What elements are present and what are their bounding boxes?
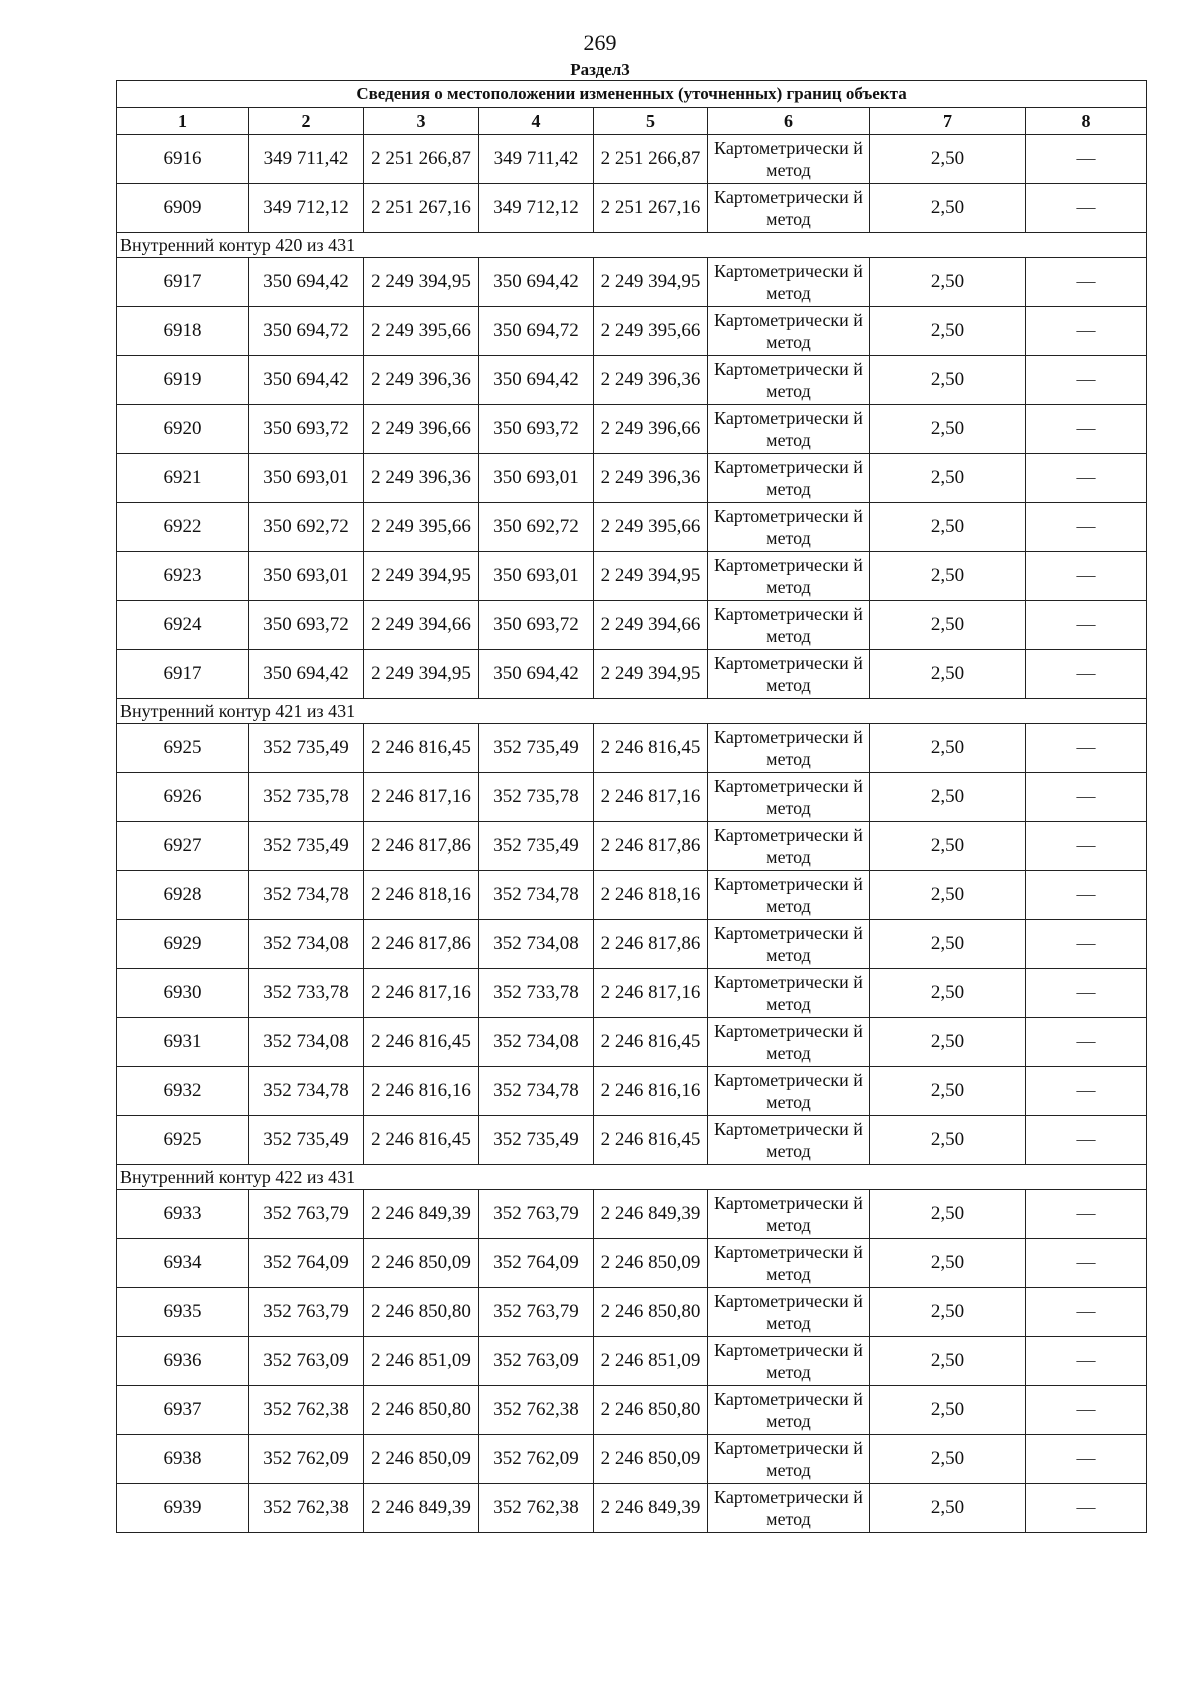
cell-y-old: 2 246 816,16 — [364, 1067, 479, 1116]
cell-accuracy: 2,50 — [870, 552, 1026, 601]
cell-x-old: 352 735,49 — [249, 822, 364, 871]
table-row — [117, 601, 1147, 650]
cell-point-number: 6938 — [117, 1435, 249, 1484]
table-row — [117, 454, 1147, 503]
cell-x-new: 352 734,78 — [479, 1067, 594, 1116]
cell-note: — — [1026, 724, 1147, 773]
cell-y-old: 2 246 816,45 — [364, 1116, 479, 1165]
cell-x-new: 352 735,49 — [479, 724, 594, 773]
cell-note: — — [1026, 503, 1147, 552]
cell-x-old: 350 693,72 — [249, 405, 364, 454]
cell-note: — — [1026, 307, 1147, 356]
cell-y-old: 2 249 395,66 — [364, 503, 479, 552]
cell-accuracy: 2,50 — [870, 1484, 1026, 1533]
cell-x-new: 352 735,78 — [479, 773, 594, 822]
table-row — [117, 773, 1147, 822]
cell-y-new: 2 249 395,66 — [594, 307, 708, 356]
table-row — [117, 1386, 1147, 1435]
cell-point-number: 6929 — [117, 920, 249, 969]
cell-y-new: 2 246 849,39 — [594, 1190, 708, 1239]
cell-point-number: 6932 — [117, 1067, 249, 1116]
cell-x-old: 350 693,01 — [249, 552, 364, 601]
section-title: Раздел3 — [570, 60, 630, 79]
cell-y-new: 2 246 816,16 — [594, 1067, 708, 1116]
cell-y-old: 2 246 818,16 — [364, 871, 479, 920]
cell-point-number: 6924 — [117, 601, 249, 650]
cell-note: — — [1026, 356, 1147, 405]
cell-note: — — [1026, 650, 1147, 699]
table-row — [117, 1435, 1147, 1484]
cell-accuracy: 2,50 — [870, 650, 1026, 699]
cell-note: — — [1026, 1288, 1147, 1337]
cell-method: Картометрически й метод — [708, 1435, 870, 1484]
cell-accuracy: 2,50 — [870, 405, 1026, 454]
cell-y-old: 2 246 817,86 — [364, 920, 479, 969]
cell-x-new: 352 764,09 — [479, 1239, 594, 1288]
cell-y-old: 2 251 266,87 — [364, 135, 479, 184]
cell-x-new: 350 693,72 — [479, 601, 594, 650]
cell-note: — — [1026, 1239, 1147, 1288]
cell-accuracy: 2,50 — [870, 1435, 1026, 1484]
cell-note: — — [1026, 1116, 1147, 1165]
cell-x-new: 350 692,72 — [479, 503, 594, 552]
cell-y-old: 2 249 396,36 — [364, 454, 479, 503]
cell-accuracy: 2,50 — [870, 1337, 1026, 1386]
cell-note: — — [1026, 135, 1147, 184]
cell-note: — — [1026, 1190, 1147, 1239]
cell-point-number: 6920 — [117, 405, 249, 454]
cell-accuracy: 2,50 — [870, 1190, 1026, 1239]
cell-x-old: 352 763,79 — [249, 1288, 364, 1337]
cell-y-new: 2 249 394,95 — [594, 650, 708, 699]
table-caption: Сведения о местоположении измененных (уточненных) границ объекта — [117, 81, 1147, 108]
cell-accuracy: 2,50 — [870, 307, 1026, 356]
cell-method: Картометрически й метод — [708, 184, 870, 233]
cell-x-old: 352 762,38 — [249, 1484, 364, 1533]
cell-x-new: 352 735,49 — [479, 1116, 594, 1165]
cell-accuracy: 2,50 — [870, 1239, 1026, 1288]
table-row — [117, 1067, 1147, 1116]
cell-note: — — [1026, 822, 1147, 871]
cell-method: Картометрически й метод — [708, 822, 870, 871]
column-numbers-row — [117, 108, 1147, 135]
cell-y-old: 2 249 396,36 — [364, 356, 479, 405]
cell-point-number: 6930 — [117, 969, 249, 1018]
cell-y-old: 2 249 394,66 — [364, 601, 479, 650]
column-number: 5 — [594, 108, 708, 135]
cell-note: — — [1026, 258, 1147, 307]
cell-x-old: 350 694,42 — [249, 650, 364, 699]
cell-note: — — [1026, 184, 1147, 233]
cell-x-old: 352 763,09 — [249, 1337, 364, 1386]
cell-x-new: 352 735,49 — [479, 822, 594, 871]
table-row — [117, 1484, 1147, 1533]
cell-method: Картометрически й метод — [708, 920, 870, 969]
cell-y-new: 2 246 850,80 — [594, 1386, 708, 1435]
cell-point-number: 6909 — [117, 184, 249, 233]
contour-label: Внутренний контур 422 из 431 — [117, 1165, 1147, 1190]
cell-y-old: 2 246 817,16 — [364, 969, 479, 1018]
column-number: 1 — [117, 108, 249, 135]
column-number: 3 — [364, 108, 479, 135]
cell-x-old: 352 733,78 — [249, 969, 364, 1018]
contour-row — [117, 1165, 1147, 1190]
cell-y-old: 2 246 816,45 — [364, 1018, 479, 1067]
cell-method: Картометрически й метод — [708, 650, 870, 699]
cell-x-old: 352 734,78 — [249, 1067, 364, 1116]
cell-method: Картометрически й метод — [708, 601, 870, 650]
cell-accuracy: 2,50 — [870, 454, 1026, 503]
cell-point-number: 6919 — [117, 356, 249, 405]
cell-x-old: 352 734,08 — [249, 1018, 364, 1067]
column-number: 4 — [479, 108, 594, 135]
cell-x-old: 349 711,42 — [249, 135, 364, 184]
cell-x-old: 350 694,42 — [249, 356, 364, 405]
cell-y-old: 2 249 396,66 — [364, 405, 479, 454]
cell-point-number: 6928 — [117, 871, 249, 920]
cell-accuracy: 2,50 — [870, 1116, 1026, 1165]
cell-x-new: 352 763,79 — [479, 1190, 594, 1239]
cell-method: Картометрически й метод — [708, 258, 870, 307]
cell-point-number: 6925 — [117, 724, 249, 773]
contour-row — [117, 233, 1147, 258]
cell-y-old: 2 246 850,09 — [364, 1239, 479, 1288]
cell-accuracy: 2,50 — [870, 1386, 1026, 1435]
cell-y-new: 2 249 394,95 — [594, 552, 708, 601]
cell-note: — — [1026, 1386, 1147, 1435]
column-number: 6 — [708, 108, 870, 135]
cell-y-old: 2 251 267,16 — [364, 184, 479, 233]
cell-accuracy: 2,50 — [870, 920, 1026, 969]
cell-x-new: 350 694,42 — [479, 258, 594, 307]
cell-accuracy: 2,50 — [870, 822, 1026, 871]
cell-point-number: 6916 — [117, 135, 249, 184]
cell-y-old: 2 249 394,95 — [364, 258, 479, 307]
cell-method: Картометрически й метод — [708, 1484, 870, 1533]
cell-x-old: 352 735,78 — [249, 773, 364, 822]
cell-y-new: 2 249 394,66 — [594, 601, 708, 650]
cell-point-number: 6931 — [117, 1018, 249, 1067]
cell-y-new: 2 246 850,09 — [594, 1435, 708, 1484]
cell-x-new: 349 711,42 — [479, 135, 594, 184]
cell-method: Картометрически й метод — [708, 1190, 870, 1239]
cell-note: — — [1026, 871, 1147, 920]
cell-x-old: 350 694,42 — [249, 258, 364, 307]
cell-note: — — [1026, 1337, 1147, 1386]
cell-x-new: 352 734,08 — [479, 1018, 594, 1067]
cell-y-new: 2 251 267,16 — [594, 184, 708, 233]
cell-point-number: 6927 — [117, 822, 249, 871]
cell-method: Картометрически й метод — [708, 1067, 870, 1116]
table-row — [117, 871, 1147, 920]
table-row — [117, 307, 1147, 356]
cell-y-old: 2 246 851,09 — [364, 1337, 479, 1386]
cell-y-new: 2 251 266,87 — [594, 135, 708, 184]
cell-method: Картометрически й метод — [708, 135, 870, 184]
cell-y-new: 2 246 849,39 — [594, 1484, 708, 1533]
cell-x-old: 350 693,72 — [249, 601, 364, 650]
cell-point-number: 6933 — [117, 1190, 249, 1239]
cell-x-new: 350 693,72 — [479, 405, 594, 454]
cell-x-new: 352 734,78 — [479, 871, 594, 920]
table-row — [117, 405, 1147, 454]
contour-label: Внутренний контур 420 из 431 — [117, 233, 1147, 258]
table-row — [117, 1288, 1147, 1337]
cell-note: — — [1026, 1018, 1147, 1067]
table-row — [117, 1116, 1147, 1165]
cell-point-number: 6926 — [117, 773, 249, 822]
table-row — [117, 184, 1147, 233]
cell-y-old: 2 246 817,86 — [364, 822, 479, 871]
cell-x-new: 352 762,09 — [479, 1435, 594, 1484]
cell-y-new: 2 249 396,36 — [594, 356, 708, 405]
table-row — [117, 1337, 1147, 1386]
cell-accuracy: 2,50 — [870, 503, 1026, 552]
table-row — [117, 969, 1147, 1018]
table-row — [117, 258, 1147, 307]
table-row — [117, 135, 1147, 184]
contour-label: Внутренний контур 421 из 431 — [117, 699, 1147, 724]
cell-y-old: 2 246 850,80 — [364, 1288, 479, 1337]
cell-x-new: 349 712,12 — [479, 184, 594, 233]
table-caption-row — [117, 81, 1147, 108]
cell-accuracy: 2,50 — [870, 969, 1026, 1018]
cell-y-old: 2 249 394,95 — [364, 552, 479, 601]
cell-x-new: 352 763,79 — [479, 1288, 594, 1337]
cell-accuracy: 2,50 — [870, 773, 1026, 822]
cell-note: — — [1026, 773, 1147, 822]
cell-y-new: 2 246 816,45 — [594, 1018, 708, 1067]
cell-x-old: 349 712,12 — [249, 184, 364, 233]
table-row — [117, 650, 1147, 699]
cell-y-new: 2 249 396,66 — [594, 405, 708, 454]
cell-accuracy: 2,50 — [870, 135, 1026, 184]
table-row — [117, 552, 1147, 601]
cell-y-old: 2 246 850,09 — [364, 1435, 479, 1484]
boundary-coordinates-table — [116, 80, 1147, 1533]
table-row — [117, 356, 1147, 405]
cell-note: — — [1026, 601, 1147, 650]
cell-x-old: 352 762,09 — [249, 1435, 364, 1484]
cell-accuracy: 2,50 — [870, 871, 1026, 920]
cell-y-new: 2 246 817,16 — [594, 773, 708, 822]
cell-y-old: 2 246 849,39 — [364, 1190, 479, 1239]
cell-method: Картометрически й метод — [708, 454, 870, 503]
contour-row — [117, 699, 1147, 724]
table-row — [117, 503, 1147, 552]
cell-y-new: 2 249 394,95 — [594, 258, 708, 307]
cell-point-number: 6921 — [117, 454, 249, 503]
cell-y-new: 2 249 395,66 — [594, 503, 708, 552]
cell-x-new: 352 734,08 — [479, 920, 594, 969]
cell-y-new: 2 246 851,09 — [594, 1337, 708, 1386]
cell-method: Картометрически й метод — [708, 552, 870, 601]
table-row — [117, 920, 1147, 969]
cell-y-old: 2 249 394,95 — [364, 650, 479, 699]
cell-x-old: 352 734,78 — [249, 871, 364, 920]
cell-accuracy: 2,50 — [870, 1018, 1026, 1067]
cell-x-old: 352 764,09 — [249, 1239, 364, 1288]
cell-accuracy: 2,50 — [870, 184, 1026, 233]
cell-method: Картометрически й метод — [708, 307, 870, 356]
cell-point-number: 6917 — [117, 650, 249, 699]
cell-accuracy: 2,50 — [870, 724, 1026, 773]
cell-y-new: 2 246 816,45 — [594, 724, 708, 773]
cell-note: — — [1026, 454, 1147, 503]
cell-y-old: 2 249 395,66 — [364, 307, 479, 356]
cell-method: Картометрически й метод — [708, 1018, 870, 1067]
cell-x-old: 352 762,38 — [249, 1386, 364, 1435]
cell-x-old: 352 763,79 — [249, 1190, 364, 1239]
cell-point-number: 6934 — [117, 1239, 249, 1288]
cell-y-new: 2 246 817,86 — [594, 920, 708, 969]
cell-method: Картометрически й метод — [708, 969, 870, 1018]
cell-accuracy: 2,50 — [870, 1288, 1026, 1337]
cell-y-new: 2 246 816,45 — [594, 1116, 708, 1165]
cell-x-new: 350 694,42 — [479, 356, 594, 405]
cell-y-old: 2 246 850,80 — [364, 1386, 479, 1435]
cell-point-number: 6923 — [117, 552, 249, 601]
cell-method: Картометрически й метод — [708, 773, 870, 822]
cell-x-new: 352 762,38 — [479, 1386, 594, 1435]
table-row — [117, 1239, 1147, 1288]
table-row — [117, 724, 1147, 773]
cell-y-new: 2 246 817,86 — [594, 822, 708, 871]
cell-method: Картометрически й метод — [708, 1116, 870, 1165]
table-row — [117, 822, 1147, 871]
cell-point-number: 6918 — [117, 307, 249, 356]
column-number: 7 — [870, 108, 1026, 135]
cell-method: Картометрически й метод — [708, 1239, 870, 1288]
cell-point-number: 6936 — [117, 1337, 249, 1386]
cell-x-new: 352 762,38 — [479, 1484, 594, 1533]
table-row — [117, 1190, 1147, 1239]
cell-note: — — [1026, 405, 1147, 454]
column-number: 8 — [1026, 108, 1147, 135]
cell-y-new: 2 246 850,80 — [594, 1288, 708, 1337]
column-number: 2 — [249, 108, 364, 135]
cell-method: Картометрически й метод — [708, 871, 870, 920]
cell-note: — — [1026, 1067, 1147, 1116]
cell-note: — — [1026, 552, 1147, 601]
cell-x-new: 350 694,72 — [479, 307, 594, 356]
cell-note: — — [1026, 920, 1147, 969]
cell-point-number: 6925 — [117, 1116, 249, 1165]
cell-point-number: 6922 — [117, 503, 249, 552]
cell-x-old: 352 734,08 — [249, 920, 364, 969]
cell-y-old: 2 246 816,45 — [364, 724, 479, 773]
cell-y-old: 2 246 849,39 — [364, 1484, 479, 1533]
cell-note: — — [1026, 969, 1147, 1018]
cell-x-old: 350 692,72 — [249, 503, 364, 552]
cell-method: Картометрически й метод — [708, 503, 870, 552]
cell-point-number: 6939 — [117, 1484, 249, 1533]
cell-x-new: 352 763,09 — [479, 1337, 594, 1386]
cell-note: — — [1026, 1435, 1147, 1484]
cell-accuracy: 2,50 — [870, 601, 1026, 650]
cell-point-number: 6917 — [117, 258, 249, 307]
cell-x-old: 352 735,49 — [249, 724, 364, 773]
table-row — [117, 1018, 1147, 1067]
cell-method: Картометрически й метод — [708, 405, 870, 454]
table-body — [117, 135, 1147, 1533]
cell-x-new: 350 693,01 — [479, 552, 594, 601]
cell-x-old: 350 693,01 — [249, 454, 364, 503]
cell-y-old: 2 246 817,16 — [364, 773, 479, 822]
cell-x-new: 352 733,78 — [479, 969, 594, 1018]
cell-y-new: 2 246 818,16 — [594, 871, 708, 920]
cell-method: Картометрически й метод — [708, 1288, 870, 1337]
cell-accuracy: 2,50 — [870, 258, 1026, 307]
cell-x-old: 350 694,72 — [249, 307, 364, 356]
cell-accuracy: 2,50 — [870, 1067, 1026, 1116]
cell-point-number: 6935 — [117, 1288, 249, 1337]
cell-method: Картометрически й метод — [708, 1386, 870, 1435]
cell-y-new: 2 246 817,16 — [594, 969, 708, 1018]
cell-point-number: 6937 — [117, 1386, 249, 1435]
cell-x-old: 352 735,49 — [249, 1116, 364, 1165]
cell-y-new: 2 246 850,09 — [594, 1239, 708, 1288]
cell-y-new: 2 249 396,36 — [594, 454, 708, 503]
page-number: 269 — [583, 30, 617, 55]
cell-accuracy: 2,50 — [870, 356, 1026, 405]
cell-method: Картометрически й метод — [708, 724, 870, 773]
cell-method: Картометрически й метод — [708, 356, 870, 405]
cell-method: Картометрически й метод — [708, 1337, 870, 1386]
cell-x-new: 350 694,42 — [479, 650, 594, 699]
cell-note: — — [1026, 1484, 1147, 1533]
cell-x-new: 350 693,01 — [479, 454, 594, 503]
